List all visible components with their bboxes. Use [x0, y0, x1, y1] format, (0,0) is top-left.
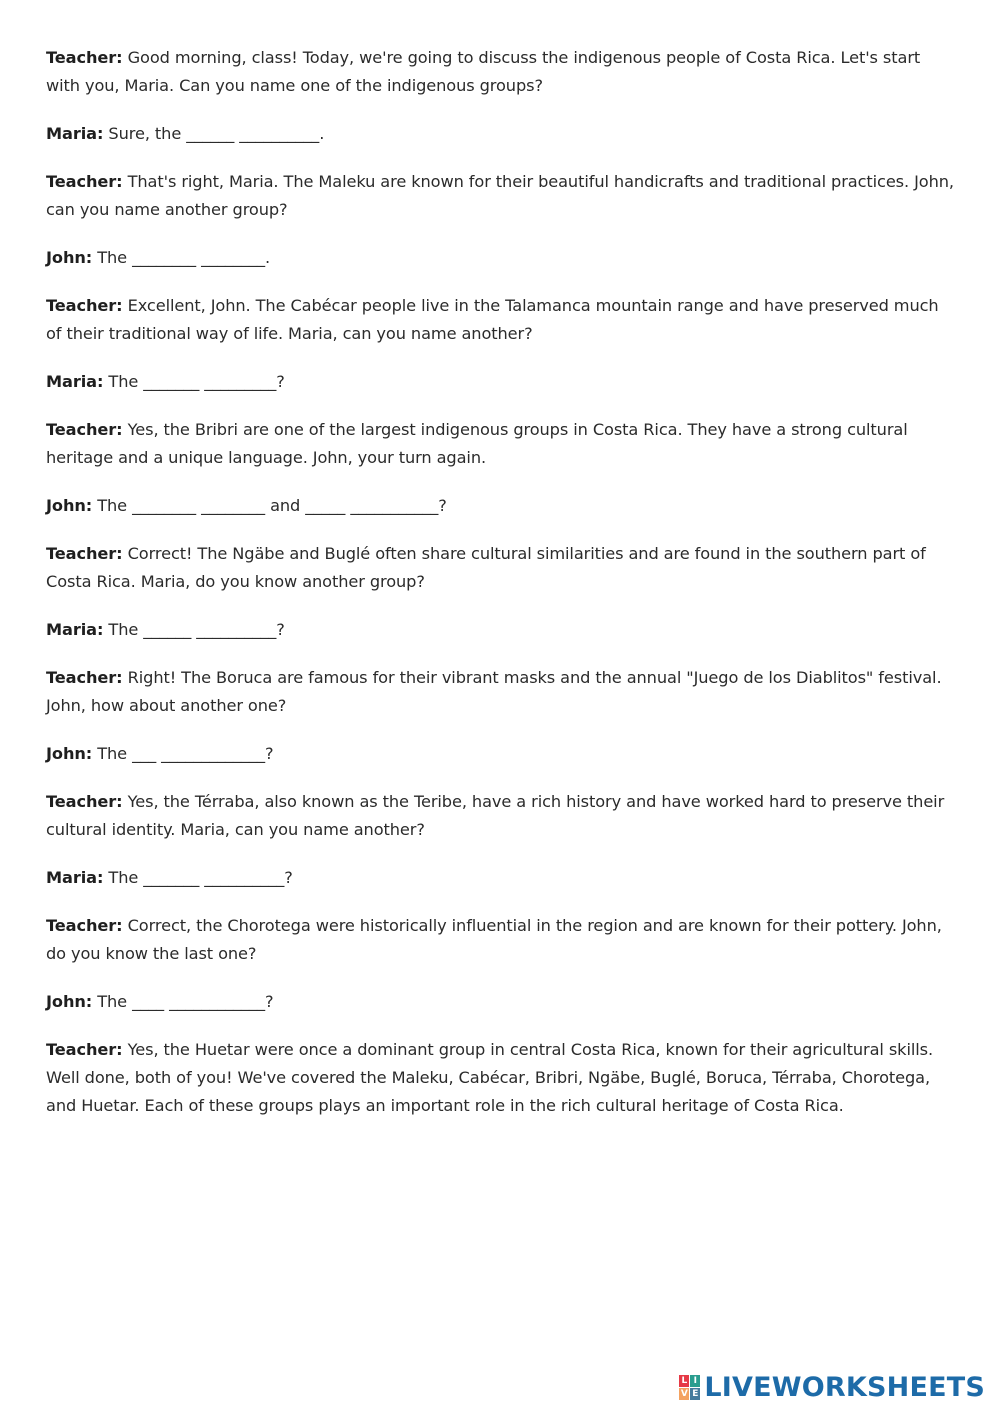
- logo-mark-letter: V: [680, 1389, 688, 1399]
- dialogue-line-9: [46, 540, 958, 596]
- answer-blank-3[interactable]: _____: [305, 496, 346, 515]
- answer-blank-1[interactable]: ______: [143, 620, 192, 639]
- dialogue-text-pre: Sure, the: [108, 124, 182, 143]
- dialogue-text: Excellent, John. The Cabécar people live in the Talamanca mountain range and have preserved much of their traditional way of life. Maria, can you name another?: [46, 296, 939, 343]
- dialogue-line-4: [46, 244, 958, 272]
- logo-mark-letter: L: [679, 1375, 689, 1387]
- answer-blank-1[interactable]: ________: [132, 496, 197, 515]
- dialogue-line-12: [46, 740, 958, 768]
- speaker-label: Teacher:: [46, 544, 123, 563]
- speaker-label: Teacher:: [46, 420, 123, 439]
- dialogue-text: That's right, Maria. The Maleku are known for their beautiful handicrafts and traditional practices. John, can you name another group?: [46, 172, 954, 219]
- speaker-label: Maria:: [46, 124, 104, 143]
- dialogue-punctuation: ?: [284, 868, 293, 887]
- dialogue-line-10: [46, 616, 958, 644]
- dialogue-punctuation: ?: [438, 496, 447, 515]
- speaker-label: John:: [46, 744, 93, 763]
- dialogue-line-17: [46, 1036, 958, 1120]
- logo-mark-icon: [679, 1375, 700, 1400]
- answer-blank-1[interactable]: ________: [132, 248, 197, 267]
- dialogue-text-pre: The: [97, 248, 128, 267]
- dialogue-text-pre: The: [108, 620, 139, 639]
- answer-blank-2[interactable]: ________: [201, 496, 266, 515]
- dialogue-text-mid: and: [270, 496, 301, 515]
- dialogue-punctuation: ?: [276, 620, 285, 639]
- answer-blank-2[interactable]: _____________: [161, 744, 266, 763]
- worksheet-dialogue: [46, 44, 958, 1140]
- answer-blank-2[interactable]: __________: [196, 620, 277, 639]
- logo-mark-letter: E: [692, 1389, 699, 1399]
- dialogue-line-13: [46, 788, 958, 844]
- speaker-label: John:: [46, 248, 93, 267]
- dialogue-text: Yes, the Bribri are one of the largest indigenous groups in Costa Rica. They have a strong cultural heritage and a unique language. John, your turn again.: [46, 420, 908, 467]
- dialogue-text: Correct, the Chorotega were historically influential in the region and are known for their pottery. John, do you know the last one?: [46, 916, 942, 963]
- answer-blank-2[interactable]: __________: [204, 868, 285, 887]
- dialogue-text-pre: The: [97, 992, 128, 1011]
- dialogue-line-16: [46, 988, 958, 1016]
- answer-blank-1[interactable]: ___: [132, 744, 157, 763]
- dialogue-line-15: [46, 912, 958, 968]
- dialogue-line-3: [46, 168, 958, 224]
- answer-blank-2[interactable]: ____________: [169, 992, 266, 1011]
- speaker-label: Teacher:: [46, 668, 123, 687]
- logo-mark-letter: I: [690, 1375, 700, 1387]
- dialogue-punctuation: .: [265, 248, 271, 267]
- dialogue-text: Yes, the Térraba, also known as the Teribe, have a rich history and have worked hard to preserve their cultural identity. Maria, can you name another?: [46, 792, 945, 839]
- speaker-label: Teacher:: [46, 792, 123, 811]
- answer-blank-1[interactable]: ______: [186, 124, 235, 143]
- dialogue-line-1: [46, 44, 958, 100]
- logo-wordmark: LIVEWORKSHEETS: [704, 1372, 985, 1403]
- dialogue-line-11: [46, 664, 958, 720]
- answer-blank-2[interactable]: _________: [204, 372, 277, 391]
- answer-blank-2[interactable]: __________: [239, 124, 320, 143]
- dialogue-line-2: [46, 120, 958, 148]
- speaker-label: Maria:: [46, 868, 104, 887]
- dialogue-text-pre: The: [108, 372, 139, 391]
- speaker-label: Teacher:: [46, 48, 123, 67]
- speaker-label: Teacher:: [46, 172, 123, 191]
- dialogue-line-6: [46, 368, 958, 396]
- dialogue-text-pre: The: [97, 744, 128, 763]
- dialogue-text: Correct! The Ngäbe and Buglé often share cultural similarities and are found in the southern part of Costa Rica. Maria, do you know another group?: [46, 544, 926, 591]
- speaker-label: Teacher:: [46, 1040, 123, 1059]
- answer-blank-2[interactable]: ________: [201, 248, 266, 267]
- dialogue-punctuation: ?: [276, 372, 285, 391]
- dialogue-text: Yes, the Huetar were once a dominant group in central Costa Rica, known for their agricultural skills. Well done, both of you! We've covered the Maleku, Cabécar, Bribri, Ngäbe, Buglé, Boruca, Térraba, Chorotega, and Huetar. Each of these groups plays an important role in the rich cultural heritage of Costa Rica.: [46, 1040, 934, 1115]
- liveworksheets-logo: [679, 1372, 985, 1403]
- dialogue-text: Good morning, class! Today, we're going to discuss the indigenous people of Costa Rica. Let's start with you, Maria. Can you name one of the indigenous groups?: [46, 48, 921, 95]
- answer-blank-1[interactable]: ____: [132, 992, 165, 1011]
- dialogue-punctuation: ?: [265, 992, 274, 1011]
- speaker-label: Maria:: [46, 372, 104, 391]
- dialogue-text: Right! The Boruca are famous for their vibrant masks and the annual "Juego de los Diablitos" festival. John, how about another one?: [46, 668, 942, 715]
- speaker-label: John:: [46, 992, 93, 1011]
- dialogue-line-14: [46, 864, 958, 892]
- speaker-label: Maria:: [46, 620, 104, 639]
- speaker-label: Teacher:: [46, 916, 123, 935]
- answer-blank-1[interactable]: _______: [143, 868, 200, 887]
- dialogue-punctuation: ?: [265, 744, 274, 763]
- dialogue-line-7: [46, 416, 958, 472]
- answer-blank-4[interactable]: ___________: [350, 496, 439, 515]
- dialogue-text-pre: The: [97, 496, 128, 515]
- dialogue-punctuation: .: [319, 124, 325, 143]
- dialogue-line-8: [46, 492, 958, 520]
- answer-blank-1[interactable]: _______: [143, 372, 200, 391]
- dialogue-text-pre: The: [108, 868, 139, 887]
- dialogue-line-5: [46, 292, 958, 348]
- speaker-label: John:: [46, 496, 93, 515]
- speaker-label: Teacher:: [46, 296, 123, 315]
